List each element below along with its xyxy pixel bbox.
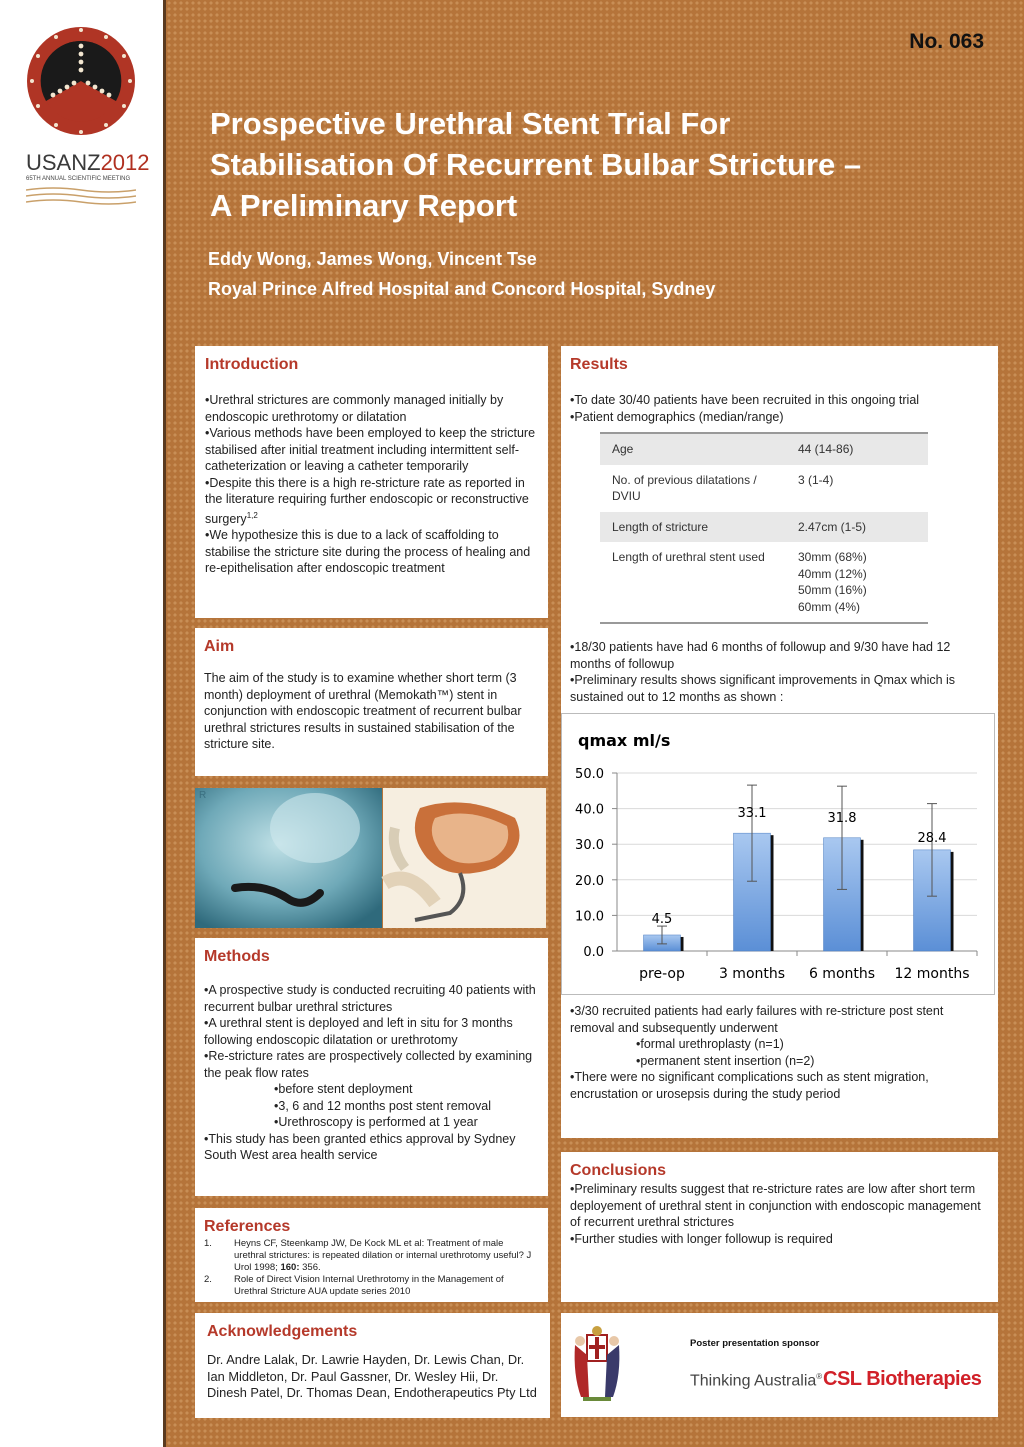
methods-panel bbox=[195, 938, 548, 1196]
results-followup bbox=[570, 639, 990, 705]
logo-year: 2012 bbox=[100, 150, 150, 175]
methods-list bbox=[204, 982, 538, 1164]
introduction-bullet: •We hypothesize this is due to a lack of scaffolding to stabilise the stricture site during the process of healing and re-epithelisation after endoscopic treatment bbox=[205, 528, 531, 576]
sponsor-tagline bbox=[690, 1372, 822, 1390]
table-cell-value: 30mm (68%) 40mm (12%) 50mm (16%) 60mm (4%) bbox=[786, 542, 928, 623]
x-tick-label: pre-op bbox=[639, 966, 685, 982]
introduction-heading: Introduction bbox=[205, 356, 299, 373]
y-tick-label: 50.0 bbox=[575, 767, 604, 782]
table-row bbox=[600, 433, 928, 465]
x-tick-label: 6 months bbox=[808, 966, 876, 982]
sponsor-panel bbox=[561, 1313, 998, 1417]
poster-title bbox=[210, 103, 990, 226]
results-bullet: •There were no significant complications such as stent migration, encrustation or urosepsis during the study period bbox=[570, 1070, 929, 1101]
xray-label: R bbox=[199, 790, 207, 801]
acknowledgements-panel bbox=[195, 1313, 550, 1418]
usanz-logo-icon bbox=[26, 26, 136, 136]
stent-images bbox=[195, 788, 546, 928]
introduction-bullet-text: •Despite this there is a high re-stricture rate as reported in the literature requiring further endoscopic or reconstructive surgery bbox=[205, 475, 529, 526]
results-bullet: •18/30 patients have had 6 months of followup and 9/30 have had 12 months of followup bbox=[570, 640, 951, 671]
reference-text-part: Heyns CF, Steenkamp JW, De Kock ML et al: Treatment of male urethral strictures: is repeated dilation or internal urethrotomy useful? J Urol 1998; bbox=[234, 1238, 532, 1273]
results-bullet: •Patient demographics (median/range) bbox=[570, 409, 784, 424]
methods-heading: Methods bbox=[204, 948, 270, 965]
data-label: 28.4 bbox=[917, 830, 947, 846]
results-after-chart bbox=[570, 1003, 990, 1102]
methods-bullet: •A urethral stent is deployed and left in situ for 3 months following endoscopic dilatation or urethrotomy bbox=[204, 1016, 513, 1047]
sponsor-tagline-text: Thinking Australia bbox=[690, 1372, 817, 1390]
results-bullet: •Preliminary results shows significant improvements in Qmax which is sustained out to 12 months as shown : bbox=[570, 673, 956, 704]
table-row bbox=[600, 512, 928, 543]
table-cell-label: Length of stricture bbox=[600, 512, 786, 543]
results-bullet: •formal urethroplasty (n=1) bbox=[636, 1037, 784, 1051]
reference-item bbox=[204, 1274, 538, 1298]
reference-text-part: Role of Direct Vision Internal Urethrotomy in the Management of Urethral Stricture AUA update series 2010 bbox=[234, 1274, 504, 1297]
aim-text: The aim of the study is to examine whether short term (3 month) deployment of urethral (Memokath™) stent in conjunction with endoscopic treatment of recurrent bulbar urethral strictures results in sustained stabilisation of the stricture site. bbox=[204, 671, 522, 751]
reference-volume: 160: bbox=[280, 1262, 300, 1273]
y-tick-label: 30.0 bbox=[575, 838, 604, 854]
results-bullet: •To date 30/40 patients have been recruited in this ongoing trial bbox=[570, 393, 920, 407]
table-cell-value: 2.47cm (1-5) bbox=[786, 512, 928, 543]
logo-subtitle: 65TH ANNUAL SCIENTIFIC MEETING bbox=[26, 176, 131, 182]
reference-text bbox=[234, 1274, 538, 1298]
methods-bullet: •A prospective study is conducted recruiting 40 patients with recurrent bulbar urethral strictures bbox=[204, 983, 536, 1014]
y-tick-label: 20.0 bbox=[575, 873, 604, 889]
results-intro bbox=[570, 392, 988, 425]
title-line: A Preliminary Report bbox=[210, 188, 518, 223]
conclusions-panel bbox=[561, 1152, 998, 1302]
reference-number: 2. bbox=[204, 1274, 212, 1285]
introduction-bullet bbox=[205, 475, 538, 528]
results-heading: Results bbox=[570, 356, 628, 373]
logo-wordmark bbox=[26, 150, 150, 176]
aim-heading: Aim bbox=[204, 638, 235, 655]
references-list bbox=[204, 1238, 538, 1298]
methods-bullet: •3, 6 and 12 months post stent removal bbox=[274, 1098, 491, 1113]
table-cell-label: Length of urethral stent used bbox=[600, 542, 786, 623]
introduction-panel bbox=[195, 346, 548, 618]
introduction-bullet: •Various methods have been employed to keep the stricture stabilised after initial treatment including intermittent self-catheterization or leaving a catheter temporarily bbox=[205, 426, 536, 473]
table-cell-value: 44 (14-86) bbox=[786, 433, 928, 465]
table-cell-label: Age bbox=[600, 433, 786, 465]
y-tick-label: 0.0 bbox=[583, 945, 604, 960]
reference-number: 1. bbox=[204, 1238, 212, 1249]
aim-panel bbox=[195, 628, 548, 776]
poster-number: No. 063 bbox=[909, 30, 984, 53]
data-label: 4.5 bbox=[651, 911, 673, 927]
conclusions-bullet: •Further studies with longer followup is required bbox=[570, 1231, 833, 1246]
data-label: 31.8 bbox=[827, 810, 857, 826]
conclusions-text bbox=[570, 1181, 988, 1247]
authors: Eddy Wong, James Wong, Vincent Tse bbox=[208, 249, 537, 269]
acknowledgements-heading: Acknowledgements bbox=[207, 1323, 358, 1340]
references-heading: References bbox=[204, 1218, 291, 1235]
methods-bullet: •This study has been granted ethics approval by Sydney South West area health service bbox=[204, 1131, 516, 1162]
x-tick-label: 3 months bbox=[718, 966, 786, 982]
conclusions-bullet: •Preliminary results suggest that re-stricture rates are low after short term deployement of urethral stent in conjunction with endoscopic management of recurrent urethral strictures bbox=[570, 1182, 981, 1229]
table-row bbox=[600, 542, 928, 623]
acknowledgements-text: Dr. Andre Lalak, Dr. Lawrie Hayden, Dr. Lewis Chan, Dr. Ian Middleton, Dr. Paul Gassner, Dr. Wesley Hii, Dr. Dinesh Patel, Dr. Thomas Dean, Endotherapeutics Pty Ltd bbox=[207, 1352, 537, 1400]
methods-bullet: •before stent deployment bbox=[274, 1082, 413, 1096]
table-row bbox=[600, 465, 928, 512]
demographics-table bbox=[600, 432, 928, 624]
title-line: Prospective Urethral Stent Trial For bbox=[210, 106, 731, 141]
sponsor-company: CSL Biotherapies bbox=[823, 1368, 982, 1390]
logo-wave-icon bbox=[26, 186, 136, 206]
qmax-chart bbox=[561, 713, 995, 995]
conclusions-heading: Conclusions bbox=[570, 1162, 667, 1179]
affiliation: Royal Prince Alfred Hospital and Concord Hospital, Sydney bbox=[208, 279, 716, 299]
sponsor-label: Poster presentation sponsor bbox=[690, 1338, 820, 1349]
chart-title: qmax ml/s bbox=[578, 731, 671, 750]
methods-bullet: •Urethroscopy is performed at 1 year bbox=[274, 1115, 478, 1129]
methods-bullet: •Re-stricture rates are prospectively collected by examining the peak flow rates bbox=[204, 1049, 533, 1080]
citation-superscript: 1,2 bbox=[246, 510, 258, 520]
logo-name: USANZ bbox=[26, 150, 101, 175]
results-bullet: •3/30 recruited patients had early failures with re-stricture post stent removal and subsequently underwent bbox=[570, 1004, 944, 1035]
table-cell-label: No. of previous dilatations / DVIU bbox=[600, 465, 786, 512]
references-panel bbox=[195, 1208, 548, 1302]
y-tick-label: 10.0 bbox=[575, 909, 604, 925]
reference-text bbox=[234, 1238, 538, 1274]
results-bullet: •permanent stent insertion (n=2) bbox=[636, 1053, 815, 1068]
sidebar bbox=[0, 0, 163, 1447]
x-tick-label: 12 months bbox=[894, 966, 970, 982]
reference-item bbox=[204, 1238, 538, 1274]
data-label: 33.1 bbox=[737, 806, 767, 822]
table-cell-value: 3 (1-4) bbox=[786, 465, 928, 512]
coat-of-arms-icon bbox=[573, 1325, 621, 1405]
y-tick-label: 40.0 bbox=[575, 802, 604, 818]
reference-text-part: 356. bbox=[299, 1262, 321, 1273]
title-line: Stabilisation Of Recurrent Bulbar Stricture – bbox=[210, 147, 862, 182]
sponsor-registered-mark: ® bbox=[816, 1372, 823, 1381]
introduction-text bbox=[205, 392, 538, 577]
qmax-chart-svg bbox=[562, 714, 994, 994]
introduction-bullet: •Urethral strictures are commonly managed initially by endoscopic urethrotomy or dilatation bbox=[205, 393, 504, 424]
